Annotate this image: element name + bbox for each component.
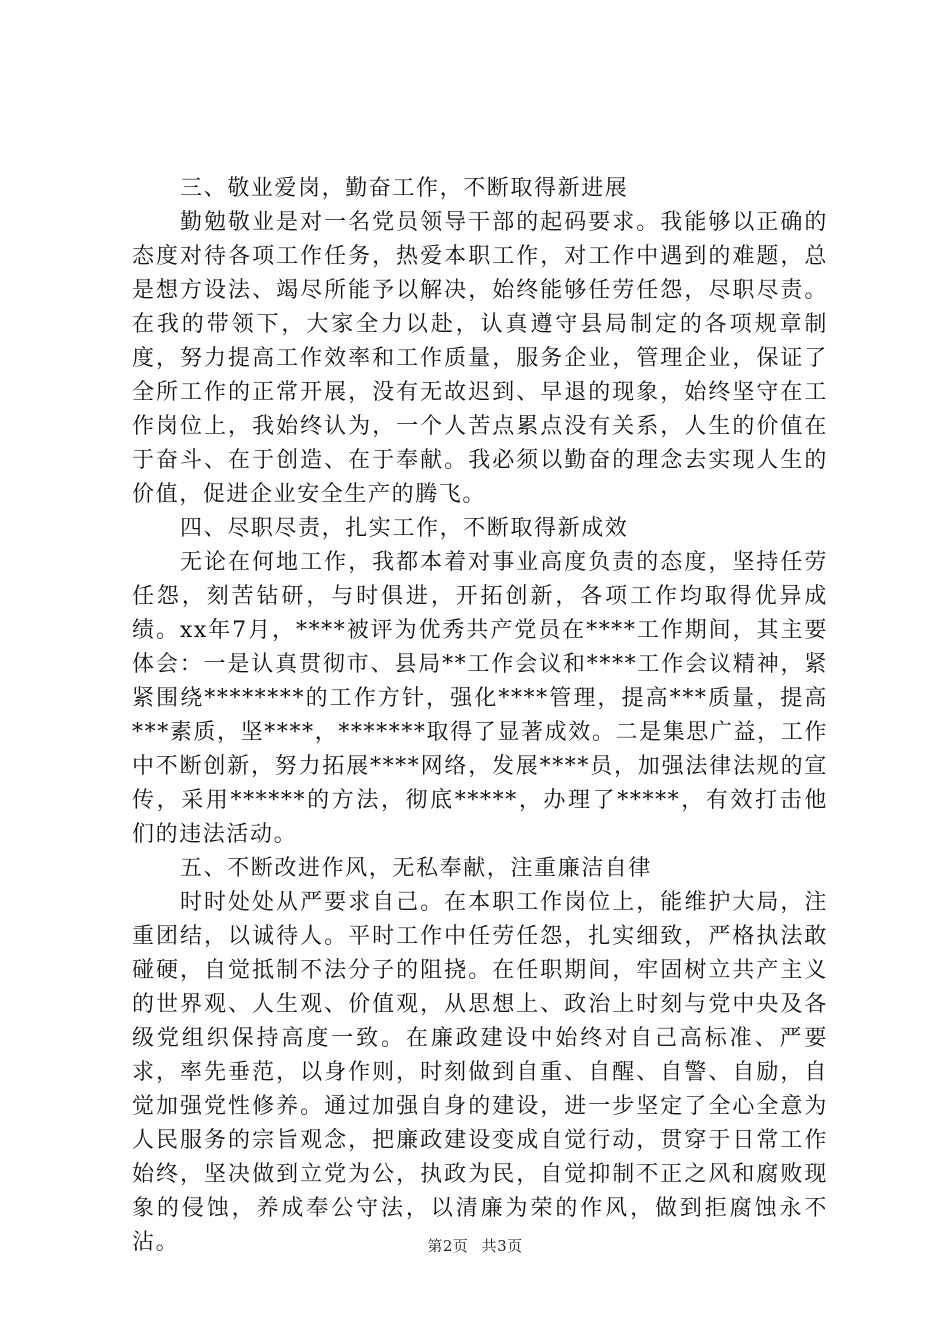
- section-5-body: 时时处处从严要求自己。在本职工作岗位上，能维护大局，注重团结，以诚待人。平时工作中任劳任怨，扎实细致，严格执法敢碰硬，自觉抵制不法分子的阻挠。在任职期间，牢固树立共产主义的世界观、人生观、价值观，从思想上、政治上时刻与党中央及各级党组织保持高度一致。在廉政建设中始终对自己高标准、严要求，率先垂范，以身作则，时刻做到自重、自醒、自警、自励，自觉加强党性修养。通过加强自身的建设，进一步坚定了全心全意为人民服务的宗旨观念，把廉政建设变成自觉行动，贯穿于日常工作始终，坚决做到立党为公，执政为民，自觉抑制不正之风和腐败现象的侵蚀，养成奉公守法，以清廉为荣的作风，做到拒腐蚀永不沾。: [132, 890, 828, 1255]
- document-body: [132, 172, 828, 1260]
- section-5-heading: 五、不断改进作风，无私奉献，注重廉洁自律: [180, 856, 653, 881]
- page-number-total: 共3页: [481, 1237, 523, 1255]
- section-3-heading: 三、敬业爱岗，勤奋工作，不断取得新进展: [180, 176, 629, 201]
- section-3-body: 勤勉敬业是对一名党员领导干部的起码要求。我能够以正确的态度对待各项工作任务，热爱本职工作，对工作中遇到的难题，总是想方设法、竭尽所能予以解决，始终能够任劳任怨，尽职尽责。在我的带领下，大家全力以赴，认真遵守县局制定的各项规章制度，努力提高工作效率和工作质量，服务企业，管理企业，保证了全所工作的正常开展，没有无故迟到、早退的现象，始终坚守在工作岗位上，我始终认为，一个人苦点累点没有关系，人生的价值在于奋斗、在于创造、在于奉献。我必须以勤奋的理念去实现人生的价值，促进企业安全生产的腾飞。: [132, 210, 828, 507]
- page-footer: [0, 1236, 950, 1256]
- section-4-heading: 四、尽职尽责，扎实工作，不断取得新成效: [180, 516, 629, 541]
- section-4-body: 无论在何地工作，我都本着对事业高度负责的态度，坚持任劳任怨，刻苦钻研，与时俱进，开拓创新，各项工作均取得优异成绩。xx年7月，****被评为优秀共产党员在****工作期间，其主要体会：一是认真贯彻市、县局**工作会议和****工作会议精神，紧紧围绕********的工作方针，强化****管理，提高***质量，提高***素质，坚****，*******取得了显著成效。二是集思广益，工作中不断创新，努力拓展****网络，发展****员，加强法律法规的宣传，采用******的方法，彻底*****，办理了*****，有效打击他们的违法活动。: [132, 550, 828, 847]
- page-number-current: 第2页: [427, 1237, 469, 1255]
